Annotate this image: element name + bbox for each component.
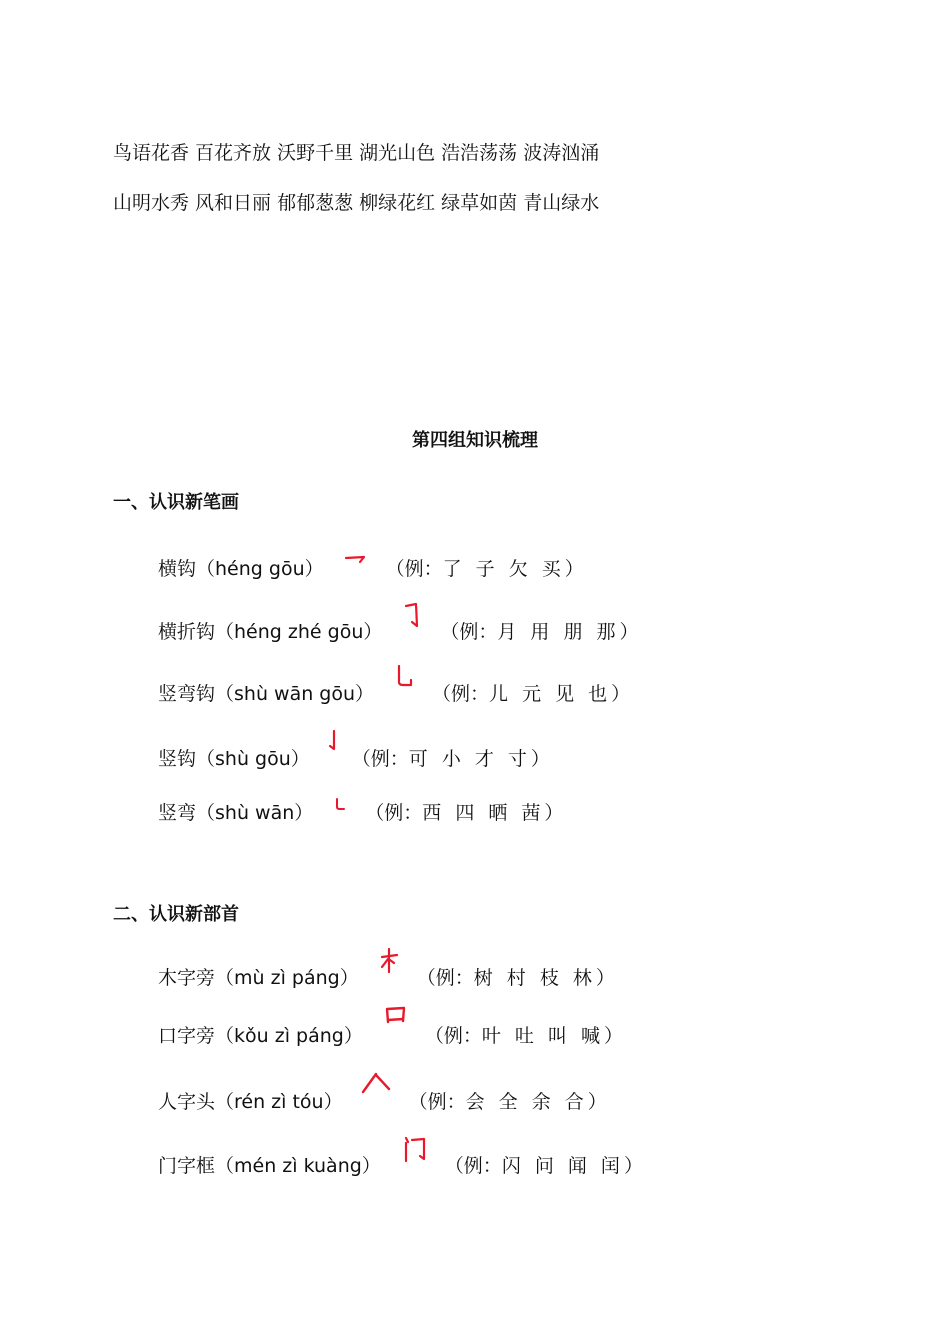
section-heading-strokes: 一、认识新笔画 xyxy=(113,492,239,513)
radical-item-kou xyxy=(158,1004,623,1064)
stroke-pinyin: （shù gōu） xyxy=(196,747,310,770)
mu-radical-icon xyxy=(379,946,401,976)
stroke-item-shu-gou xyxy=(158,727,550,787)
example-prefix: （例： xyxy=(351,747,409,770)
example-prefix: （例： xyxy=(416,966,474,989)
stroke-pinyin: （shù wān） xyxy=(196,801,314,824)
example-suffix: ） xyxy=(603,1024,623,1047)
example-prefix: （例： xyxy=(365,801,423,824)
radical-name: 门字框 xyxy=(158,1154,216,1177)
example-prefix: （例： xyxy=(432,682,490,705)
shu-wan-stroke-icon xyxy=(333,796,347,816)
stroke-item-shu-wan-gou xyxy=(158,662,630,722)
stroke-pinyin: （héng zhé gōu） xyxy=(215,620,383,643)
radical-pinyin: （rén zì tóu） xyxy=(215,1090,343,1113)
example-prefix: （例： xyxy=(444,1154,502,1177)
radical-example xyxy=(445,1151,643,1178)
stroke-item-shu-wan xyxy=(158,796,563,826)
example-suffix: ） xyxy=(595,966,615,989)
radical-example xyxy=(417,963,615,990)
radical-item-ren xyxy=(158,1070,607,1130)
men-radical-icon xyxy=(401,1134,429,1164)
example-chars: 树 村 枝 林 xyxy=(473,966,596,989)
radical-example xyxy=(409,1087,607,1114)
stroke-example xyxy=(440,617,638,644)
example-chars: 了 子 欠 买 xyxy=(442,557,565,580)
example-chars: 闪 问 闻 闰 xyxy=(501,1154,624,1177)
example-chars: 会 全 余 合 xyxy=(465,1090,588,1113)
stroke-example xyxy=(386,554,584,581)
example-chars: 儿 元 见 也 xyxy=(489,682,612,705)
example-prefix: （例： xyxy=(440,620,498,643)
example-suffix: ） xyxy=(530,747,550,770)
shu-gou-stroke-icon xyxy=(326,727,340,757)
radical-pinyin: （kǒu zì páng） xyxy=(215,1024,363,1047)
stroke-name: 竖钩 xyxy=(158,747,197,770)
example-suffix: ） xyxy=(611,682,631,705)
stroke-item-heng-zhe-gou xyxy=(158,600,639,660)
stroke-name: 竖弯 xyxy=(158,801,197,824)
example-chars: 西 四 晒 茜 xyxy=(422,801,545,824)
kou-radical-icon xyxy=(383,1004,409,1028)
radical-name: 木字旁 xyxy=(158,966,216,989)
ren-radical-icon xyxy=(359,1070,393,1098)
example-suffix: ） xyxy=(564,557,584,580)
radical-pinyin: （mén zì kuàng） xyxy=(215,1154,381,1177)
example-suffix: ） xyxy=(623,1154,643,1177)
example-chars: 可 小 才 寸 xyxy=(408,747,531,770)
stroke-pinyin: （shù wān gōu） xyxy=(215,682,375,705)
idiom-line-2: 山明水秀 风和日丽 郁郁葱葱 柳绿花红 绿草如茵 青山绿水 xyxy=(113,192,600,214)
stroke-pinyin: （héng gōu） xyxy=(196,557,324,580)
stroke-name: 竖弯钩 xyxy=(158,682,216,705)
stroke-name: 横折钩 xyxy=(158,620,216,643)
stroke-example xyxy=(365,798,563,825)
radical-name: 人字头 xyxy=(158,1090,216,1113)
idiom-line-1: 鸟语花香 百花齐放 沃野千里 湖光山色 浩浩荡荡 波涛汹涌 xyxy=(113,142,600,164)
example-prefix: （例： xyxy=(385,557,443,580)
stroke-example xyxy=(352,744,550,771)
example-prefix: （例： xyxy=(408,1090,466,1113)
heng-zhe-gou-stroke-icon xyxy=(402,600,424,634)
radical-name: 口字旁 xyxy=(158,1024,216,1047)
example-prefix: （例： xyxy=(424,1024,482,1047)
example-chars: 月 用 朋 那 xyxy=(497,620,620,643)
stroke-name: 横钩 xyxy=(158,557,197,580)
example-suffix: ） xyxy=(544,801,564,824)
example-suffix: ） xyxy=(587,1090,607,1113)
section-heading-radicals: 二、认识新部首 xyxy=(113,904,239,925)
example-chars: 叶 吐 叫 喊 xyxy=(481,1024,604,1047)
heng-gou-stroke-icon xyxy=(344,552,370,582)
radical-example xyxy=(425,1021,623,1048)
page-title: 第四组知识梳理 xyxy=(412,430,538,451)
shu-wan-gou-stroke-icon xyxy=(394,662,416,692)
example-suffix: ） xyxy=(619,620,639,643)
stroke-item-heng-gou xyxy=(158,552,584,582)
stroke-example xyxy=(432,679,630,706)
radical-item-men xyxy=(158,1134,643,1194)
radical-pinyin: （mù zì páng） xyxy=(215,966,359,989)
radical-item-mu xyxy=(158,946,615,1006)
